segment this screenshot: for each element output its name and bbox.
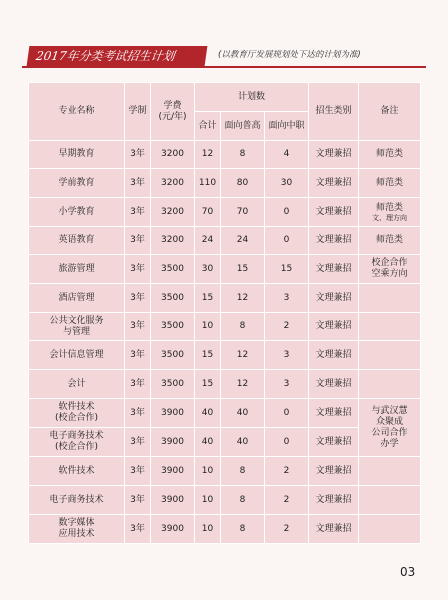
table-row [29,399,421,428]
cell-vocational: 0 [265,198,309,227]
cell-vocational: 3 [265,341,309,370]
header-total: 合计 [195,112,221,141]
cell-tuition: 3200 [151,141,195,169]
cell-duration: 3年 [125,227,151,255]
cell-vocational: 0 [265,428,309,457]
cell-total: 15 [195,370,221,399]
cell-duration: 3年 [125,399,151,428]
cell-remarks: 师范类 [359,227,421,255]
table-row [29,341,421,370]
cell-tuition: 3500 [151,313,195,341]
title-bar [22,46,426,68]
cell-tuition: 3900 [151,399,195,428]
title-note: (以教育厅发展规划处下达的计划为准) [218,50,361,60]
cell-remarks: 师范类 [359,141,421,169]
cell-total: 12 [195,141,221,169]
cell-vocational: 0 [265,399,309,428]
cell-category: 文理兼招 [309,284,359,313]
header-general: 面向普高 [221,112,265,141]
header-category: 招生类别 [309,83,359,141]
cell-tuition: 3200 [151,198,195,227]
table-row [29,457,421,486]
cell-vocational: 3 [265,370,309,399]
cell-remarks [359,486,421,515]
cell-category: 文理兼招 [309,399,359,428]
cell-tuition: 3900 [151,515,195,544]
cell-tuition: 3900 [151,457,195,486]
cell-remarks [359,370,421,399]
cell-general: 8 [221,486,265,515]
cell-category: 文理兼招 [309,428,359,457]
cell-major: 早期教育 [29,141,125,169]
cell-major: 酒店管理 [29,284,125,313]
cell-major: 电子商务技术 [29,486,125,515]
cell-category: 文理兼招 [309,341,359,370]
cell-duration: 3年 [125,169,151,198]
cell-major: 英语教育 [29,227,125,255]
cell-total: 40 [195,428,221,457]
header-vocational: 面向中职 [265,112,309,141]
cell-major: 数字媒体 应用技术 [29,515,125,544]
cell-category: 文理兼招 [309,169,359,198]
enrollment-table-container [28,82,420,544]
cell-remarks-merged: 与武汉慧 众聚成 公司合作 办学 [359,399,421,457]
cell-general: 80 [221,169,265,198]
cell-general: 24 [221,227,265,255]
cell-duration: 3年 [125,341,151,370]
cell-tuition: 3500 [151,370,195,399]
cell-total: 70 [195,198,221,227]
cell-category: 文理兼招 [309,255,359,284]
table-row [29,255,421,284]
cell-duration: 3年 [125,370,151,399]
cell-remarks [359,341,421,370]
cell-category: 文理兼招 [309,313,359,341]
cell-general: 8 [221,141,265,169]
cell-remarks [359,198,421,227]
cell-vocational: 2 [265,457,309,486]
header-major: 专业名称 [29,83,125,141]
cell-remarks [359,284,421,313]
page-title: 2017年分类考试招生计划 [27,46,208,66]
cell-category: 文理兼招 [309,141,359,169]
cell-general: 70 [221,198,265,227]
header-remarks: 备注 [359,83,421,141]
table-row [29,313,421,341]
cell-remarks [359,457,421,486]
cell-general: 12 [221,284,265,313]
cell-total: 110 [195,169,221,198]
cell-major: 软件技术 [29,457,125,486]
title-underline [22,66,426,68]
cell-category: 文理兼招 [309,457,359,486]
page-number: 03 [400,565,416,579]
cell-vocational: 0 [265,227,309,255]
cell-vocational: 15 [265,255,309,284]
cell-category: 文理兼招 [309,227,359,255]
cell-total: 10 [195,486,221,515]
remark-subline: 文、理方向 [372,213,408,222]
enrollment-plan-table [28,82,421,544]
table-row [29,284,421,313]
cell-duration: 3年 [125,284,151,313]
cell-duration: 3年 [125,457,151,486]
cell-tuition: 3900 [151,486,195,515]
table-row [29,370,421,399]
cell-vocational: 2 [265,486,309,515]
cell-duration: 3年 [125,515,151,544]
cell-tuition: 3500 [151,255,195,284]
header-duration: 学制 [125,83,151,141]
cell-total: 40 [195,399,221,428]
cell-total: 24 [195,227,221,255]
cell-total: 15 [195,341,221,370]
cell-tuition: 3900 [151,428,195,457]
cell-vocational: 4 [265,141,309,169]
cell-total: 10 [195,515,221,544]
cell-general: 12 [221,341,265,370]
cell-remarks [359,515,421,544]
cell-major: 电子商务技术 (校企合作) [29,428,125,457]
cell-category: 文理兼招 [309,515,359,544]
cell-duration: 3年 [125,313,151,341]
cell-vocational: 3 [265,284,309,313]
remark-line: 师范类 [376,202,404,213]
cell-total: 15 [195,284,221,313]
cell-major: 软件技术 (校企合作) [29,399,125,428]
cell-major: 旅游管理 [29,255,125,284]
cell-general: 15 [221,255,265,284]
cell-major: 会计 [29,370,125,399]
cell-remarks [359,313,421,341]
cell-duration: 3年 [125,428,151,457]
cell-total: 30 [195,255,221,284]
cell-tuition: 3500 [151,341,195,370]
cell-remarks: 师范类 [359,169,421,198]
cell-category: 文理兼招 [309,370,359,399]
cell-duration: 3年 [125,486,151,515]
cell-total: 10 [195,457,221,486]
cell-major: 学前教育 [29,169,125,198]
cell-general: 12 [221,370,265,399]
cell-general: 40 [221,428,265,457]
table-row [29,198,421,227]
cell-major: 会计信息管理 [29,341,125,370]
cell-general: 8 [221,313,265,341]
cell-vocational: 2 [265,515,309,544]
cell-major: 公共文化服务 与管理 [29,313,125,341]
table-row [29,141,421,169]
table-row [29,227,421,255]
cell-duration: 3年 [125,141,151,169]
cell-tuition: 3200 [151,169,195,198]
cell-general: 8 [221,457,265,486]
cell-general: 40 [221,399,265,428]
cell-general: 8 [221,515,265,544]
cell-category: 文理兼招 [309,486,359,515]
header-plan: 计划数 [195,83,309,112]
cell-vocational: 2 [265,313,309,341]
cell-category: 文理兼招 [309,198,359,227]
cell-tuition: 3200 [151,227,195,255]
cell-major: 小学教育 [29,198,125,227]
table-row [29,515,421,544]
cell-remarks: 校企合作 空乘方向 [359,255,421,284]
header-tuition: 学费 (元/年) [151,83,195,141]
cell-duration: 3年 [125,198,151,227]
cell-total: 10 [195,313,221,341]
cell-duration: 3年 [125,255,151,284]
cell-vocational: 30 [265,169,309,198]
cell-tuition: 3500 [151,284,195,313]
table-row [29,169,421,198]
table-row [29,486,421,515]
